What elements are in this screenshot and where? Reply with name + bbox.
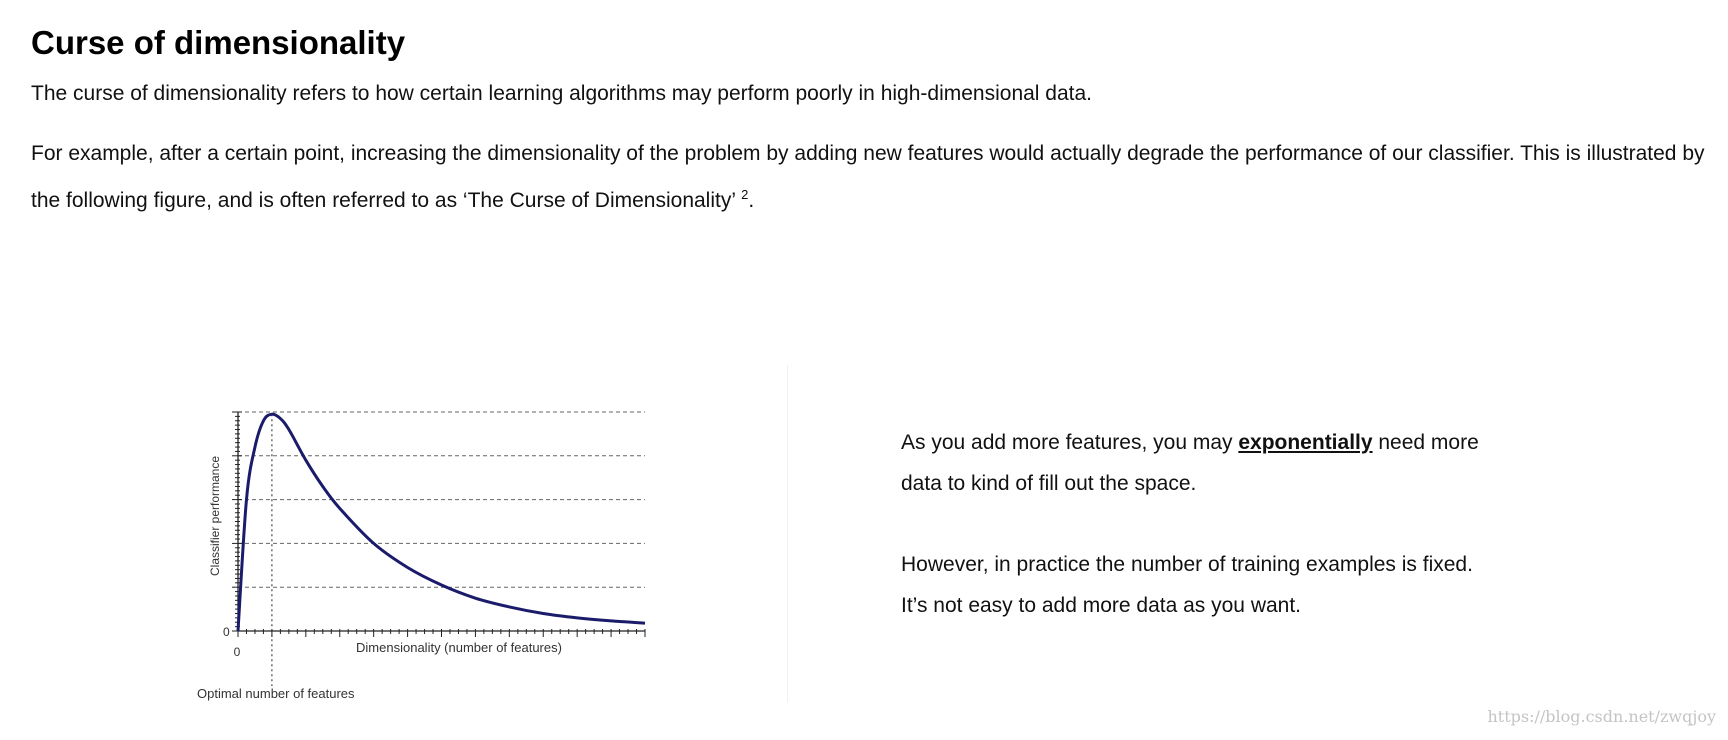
- footnote-marker[interactable]: 2: [741, 187, 749, 202]
- x-axis-ticks: [238, 629, 645, 637]
- curse-of-dimensionality-chart: [190, 398, 660, 708]
- example-text: For example, after a certain point, increasing the dimensionality of the problem by adding new features would actually degrade the performance of our classifier. This is illustrated by the following figure, and is often referred to as ‘The Curse of Dimensionality’: [31, 142, 1705, 212]
- practice-note-line2: It’s not easy to add more data as you want.: [901, 594, 1302, 617]
- example-end: .: [748, 189, 755, 212]
- x-axis-label: Dimensionality (number of features): [356, 640, 562, 655]
- column-divider: [787, 365, 788, 702]
- practice-note: [901, 544, 1473, 626]
- optimal-annotation: Optimal number of features: [197, 686, 355, 701]
- watermark: https://blog.csdn.net/zwqjoy: [1487, 707, 1716, 726]
- y-zero-label: 0: [223, 625, 230, 639]
- features-note: [901, 422, 1479, 504]
- intro-paragraph: The curse of dimensionality refers to how certain learning algorithms may perform poorly in high-dimensional data.: [31, 82, 1093, 105]
- y-axis-label: Classifier performance: [208, 455, 222, 577]
- x-zero-label: 0: [233, 645, 241, 659]
- page-title: Curse of dimensionality: [31, 24, 406, 61]
- features-note-post: need more: [1372, 431, 1479, 454]
- exponentially-emphasis: exponentially: [1238, 431, 1373, 454]
- practice-note-line1: However, in practice the number of training examples is fixed.: [901, 553, 1473, 576]
- example-paragraph: [31, 133, 1711, 221]
- performance-curve: [238, 414, 645, 631]
- features-note-pre: As you add more features, you may: [901, 431, 1239, 454]
- features-note-line2: data to kind of fill out the space.: [901, 472, 1197, 495]
- grid-lines: [238, 412, 645, 587]
